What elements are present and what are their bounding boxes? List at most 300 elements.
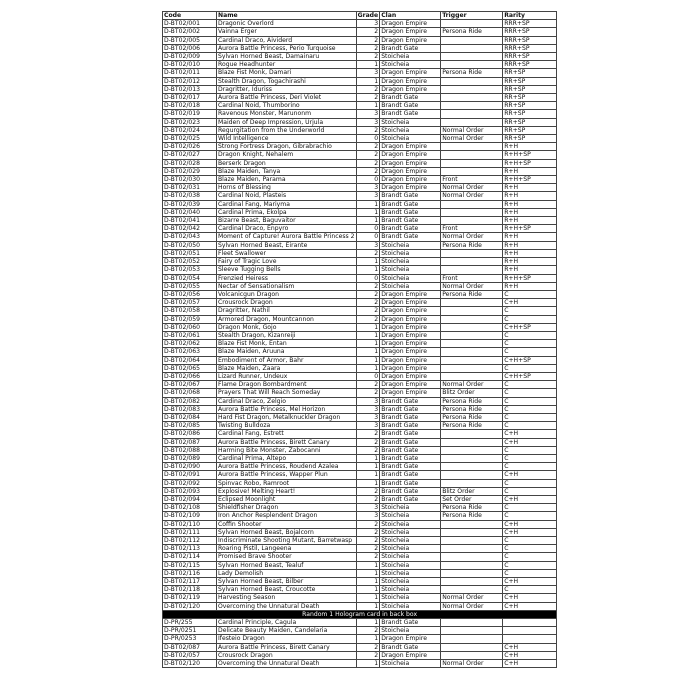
cell-code: D-BT02/082 [163, 397, 217, 405]
cell-trigger: Persona Ride [441, 405, 503, 413]
cell-trigger [441, 36, 503, 44]
cell-code: D-BT02/019 [163, 110, 217, 118]
cell-rarity: R+H+SP [503, 151, 557, 159]
cell-rarity: C [503, 381, 557, 389]
cell-code: D-BT02/030 [163, 176, 217, 184]
cell-name: Aurora Battle Princess, Birett Canary [217, 438, 357, 446]
cell-grade: 3 [356, 397, 380, 405]
cell-code: D-BT02/093 [163, 487, 217, 495]
cell-rarity: C [503, 512, 557, 520]
table-row [163, 627, 557, 635]
cell-trigger [441, 446, 503, 454]
cell-code: D-BT02/025 [163, 135, 217, 143]
cell-grade: 1 [356, 102, 380, 110]
cell-clan: Stoicheia [380, 520, 441, 528]
table-row [163, 266, 557, 274]
cell-name: Explosive! Melting Heart! [217, 487, 357, 495]
cell-grade: 2 [356, 643, 380, 651]
cell-trigger: Persona Ride [441, 69, 503, 77]
cell-grade: 1 [356, 660, 380, 668]
cell-trigger [441, 307, 503, 315]
cell-clan: Brandt Gate [380, 44, 441, 52]
cell-grade: 1 [356, 471, 380, 479]
cell-name: Flame Dragon Bombardment [217, 381, 357, 389]
cell-clan: Brandt Gate [380, 233, 441, 241]
cell-rarity: C [503, 561, 557, 569]
cell-clan: Stoicheia [380, 627, 441, 635]
cell-code: D-BT02/002 [163, 28, 217, 36]
cell-trigger: Normal Order [441, 602, 503, 610]
cell-grade: 2 [356, 537, 380, 545]
cell-trigger [441, 364, 503, 372]
cell-rarity: R+H [503, 258, 557, 266]
cell-name: Iron Anchor Resplendent Dragon [217, 512, 357, 520]
cell-trigger: Front [441, 274, 503, 282]
cell-name: Crousrock Dragon [217, 651, 357, 659]
cell-clan: Dragon Empire [380, 364, 441, 372]
table-row [163, 225, 557, 233]
cell-grade: 3 [356, 69, 380, 77]
cell-code: D-BT02/018 [163, 102, 217, 110]
cell-trigger [441, 77, 503, 85]
cell-rarity [503, 627, 557, 635]
cell-clan: Dragon Empire [380, 176, 441, 184]
cell-clan: Brandt Gate [380, 217, 441, 225]
cell-name: Crousrock Dragon [217, 299, 357, 307]
cell-clan: Brandt Gate [380, 405, 441, 413]
cell-name: Cardinal Draco, Enpyro [217, 225, 357, 233]
column-header-name: Name [217, 12, 357, 20]
cell-name: Cardinal Fang, Mariyma [217, 200, 357, 208]
cell-name: Aurora Battle Princess, Mel Horizon [217, 405, 357, 413]
cell-grade: 3 [356, 512, 380, 520]
cell-clan: Stoicheia [380, 249, 441, 257]
cell-code: D-BT02/042 [163, 225, 217, 233]
cell-clan: Stoicheia [380, 545, 441, 553]
cell-rarity [503, 619, 557, 627]
cell-code: D-PR/0251 [163, 627, 217, 635]
cell-clan: Dragon Empire [380, 77, 441, 85]
cell-code: D-BT02/092 [163, 479, 217, 487]
separator-label: Random 1 Hologram card in back box [163, 610, 557, 618]
cell-trigger: Normal Order [441, 184, 503, 192]
cell-name: Nectar of Sensationalism [217, 282, 357, 290]
cell-trigger [441, 651, 503, 659]
cell-name: Harming Bite Monster, Zabocanni [217, 446, 357, 454]
cell-rarity: R+H [503, 192, 557, 200]
cell-code: D-BT02/012 [163, 77, 217, 85]
cell-name: Frenzied Heiress [217, 274, 357, 282]
table-row [163, 463, 557, 471]
cell-trigger: Persona Ride [441, 512, 503, 520]
cell-grade: 2 [356, 307, 380, 315]
cell-rarity: C [503, 504, 557, 512]
cell-grade: 2 [356, 389, 380, 397]
cell-grade: 1 [356, 77, 380, 85]
cell-code: D-BT02/051 [163, 249, 217, 257]
cell-clan: Stoicheia [380, 528, 441, 536]
cell-name: Bizarre Beast, Baguvaitor [217, 217, 357, 225]
cell-name: Harvesting Season [217, 594, 357, 602]
table-row [163, 471, 557, 479]
cell-clan: Stoicheia [380, 578, 441, 586]
cell-clan: Dragon Empire [380, 28, 441, 36]
cell-trigger [441, 438, 503, 446]
cell-clan: Stoicheia [380, 61, 441, 69]
cell-clan: Brandt Gate [380, 397, 441, 405]
cell-grade: 2 [356, 381, 380, 389]
cell-trigger [441, 258, 503, 266]
cell-name: Ravenous Monster, Marunonm [217, 110, 357, 118]
cell-grade: 2 [356, 627, 380, 635]
cell-name: Moment of Capture! Aurora Battle Princess 2 [218, 233, 355, 241]
cell-trigger: Normal Order [441, 126, 503, 134]
cell-trigger [441, 20, 503, 28]
cell-name: Cardinal Noid, Plasteis [217, 192, 357, 200]
cell-code: D-BT02/120 [163, 602, 217, 610]
cell-rarity: C [503, 405, 557, 413]
cell-code: D-BT02/112 [163, 537, 217, 545]
cell-name: Cardinal Noid, Thumborino [217, 102, 357, 110]
table-row [163, 126, 557, 134]
cell-grade: 1 [356, 454, 380, 462]
table-row [163, 660, 557, 668]
cell-code: D-BT02/119 [163, 594, 217, 602]
cell-grade: 3 [356, 110, 380, 118]
cell-name: Aurora Battle Princess, Birett Canary [217, 643, 357, 651]
cell-rarity: C [503, 537, 557, 545]
cell-grade: 2 [356, 143, 380, 151]
cell-code: D-BT02/109 [163, 512, 217, 520]
cell-trigger: Persona Ride [441, 290, 503, 298]
cell-rarity: RR+SP [503, 110, 557, 118]
cell-trigger [441, 537, 503, 545]
table-row [163, 200, 557, 208]
cell-rarity [503, 635, 557, 643]
table-row [163, 192, 557, 200]
cell-clan: Stoicheia [380, 126, 441, 134]
cell-rarity: C [503, 331, 557, 339]
cell-clan: Stoicheia [380, 241, 441, 249]
cell-code: D-BT02/083 [163, 405, 217, 413]
cell-trigger [441, 151, 503, 159]
cell-clan: Dragon Empire [380, 348, 441, 356]
cell-name: Aurora Battle Princess, Deri Violet [217, 94, 357, 102]
cell-code: D-BT02/009 [163, 53, 217, 61]
cell-rarity: C [503, 348, 557, 356]
cell-code: D-BT02/054 [163, 274, 217, 282]
column-header-rarity: Rarity [503, 12, 557, 20]
table-row [163, 643, 557, 651]
cell-grade: 0 [356, 274, 380, 282]
cell-name: Dragon Monk, Gojo [217, 323, 357, 331]
cell-code: D-BT02/053 [163, 266, 217, 274]
cell-grade: 2 [356, 249, 380, 257]
cell-clan: Dragon Empire [380, 340, 441, 348]
cell-grade: 2 [356, 545, 380, 553]
cell-trigger: Normal Order [441, 135, 503, 143]
table-row [163, 217, 557, 225]
table-row [163, 372, 557, 380]
cell-trigger [441, 430, 503, 438]
cell-trigger [441, 143, 503, 151]
cell-code: D-BT02/024 [163, 126, 217, 134]
cell-grade: 2 [356, 159, 380, 167]
cell-rarity: R+H [503, 241, 557, 249]
table-row [163, 36, 557, 44]
cell-clan: Dragon Empire [380, 635, 441, 643]
cell-rarity: C [503, 586, 557, 594]
cell-name: Sylvan Horned Beast, Eirante [217, 241, 357, 249]
cell-trigger [441, 553, 503, 561]
cell-clan: Brandt Gate [380, 495, 441, 503]
cell-grade: 1 [356, 578, 380, 586]
cell-rarity: R+H [503, 208, 557, 216]
table-row [163, 586, 557, 594]
table-row [163, 422, 557, 430]
cell-trigger [441, 94, 503, 102]
table-row [163, 594, 557, 602]
table-row [163, 381, 557, 389]
cell-grade: 2 [356, 651, 380, 659]
cell-code: D-BT02/066 [163, 372, 217, 380]
cell-trigger [441, 249, 503, 257]
cell-trigger [441, 528, 503, 536]
cell-clan: Stoicheia [380, 504, 441, 512]
cell-clan: Stoicheia [380, 586, 441, 594]
cell-clan: Brandt Gate [380, 208, 441, 216]
cell-name: Delicate Beauty Maiden, Candelaria [217, 627, 357, 635]
cell-grade: 1 [356, 356, 380, 364]
cell-clan: Dragon Empire [380, 36, 441, 44]
cell-name: Blaze Maiden, Zaara [217, 364, 357, 372]
cell-rarity: RR+SP [503, 94, 557, 102]
cell-rarity: RR+SP [503, 69, 557, 77]
cell-code: D-BT02/029 [163, 167, 217, 175]
cell-clan: Dragon Empire [380, 307, 441, 315]
cell-name: Cardinal Draco, Aividerd [217, 36, 357, 44]
table-row [163, 290, 557, 298]
cell-clan: Brandt Gate [380, 463, 441, 471]
cell-clan: Dragon Empire [380, 159, 441, 167]
table-row [163, 331, 557, 339]
table-row [163, 504, 557, 512]
cell-name: Coffin Shooter [217, 520, 357, 528]
cell-code: D-PR/255 [163, 619, 217, 627]
cell-code: D-BT02/084 [163, 413, 217, 421]
cell-rarity: C [503, 315, 557, 323]
cell-clan: Stoicheia [380, 53, 441, 61]
cell-rarity: C+H [503, 438, 557, 446]
cell-name: Aurora Battle Princess, Roudend Azalea [217, 463, 357, 471]
table-row [163, 53, 557, 61]
cell-name: Hard Fist Dragon, Metalknuckler Dragon [217, 413, 357, 421]
cell-code: D-BT02/005 [163, 36, 217, 44]
column-header-code: Code [163, 12, 217, 20]
table-row [163, 569, 557, 577]
cell-trigger [441, 208, 503, 216]
cell-rarity: C+H [503, 651, 557, 659]
cell-name: Embodiment of Armor, Bahr [217, 356, 357, 364]
cell-name: Stealth Dragon, Kizanreiji [217, 331, 357, 339]
cell-rarity: R+H [503, 266, 557, 274]
cell-rarity: C+H+SP [503, 372, 557, 380]
cell-code: D-BT02/086 [163, 430, 217, 438]
table-row [163, 323, 557, 331]
cell-grade: 2 [356, 299, 380, 307]
table-row [163, 159, 557, 167]
table-row [163, 389, 557, 397]
cell-grade: 1 [356, 619, 380, 627]
cell-name: Blaze Fist Monk, Entan [217, 340, 357, 348]
cell-trigger: Normal Order [441, 660, 503, 668]
cell-code: D-BT02/120 [163, 660, 217, 668]
cell-grade: 3 [356, 241, 380, 249]
cell-code: D-PR/0253 [163, 635, 217, 643]
cell-code: D-BT02/114 [163, 553, 217, 561]
card-rows [163, 20, 557, 611]
cell-rarity: RRR+SP [503, 28, 557, 36]
cell-rarity: C [503, 364, 557, 372]
cell-name: Rogue Headhunter [217, 61, 357, 69]
cell-name: Dragon Knight, Nehalem [217, 151, 357, 159]
cell-name: Horns of Blessing [217, 184, 357, 192]
cell-trigger [441, 331, 503, 339]
cell-code: D-BT02/040 [163, 208, 217, 216]
cell-rarity: C [503, 446, 557, 454]
cell-clan: Brandt Gate [380, 643, 441, 651]
table-row [163, 44, 557, 52]
cell-clan: Brandt Gate [380, 446, 441, 454]
cell-name: Eclipsed Moonlight [217, 495, 357, 503]
cell-trigger: Normal Order [441, 233, 503, 241]
cell-grade: 1 [356, 586, 380, 594]
cell-clan: Stoicheia [380, 266, 441, 274]
cell-code: D-BT02/087 [163, 438, 217, 446]
cell-code: D-BT02/010 [163, 61, 217, 69]
cell-trigger: Normal Order [441, 594, 503, 602]
cell-trigger [441, 323, 503, 331]
cell-trigger: Blitz Order [441, 487, 503, 495]
table-row [163, 85, 557, 93]
cell-clan: Brandt Gate [380, 110, 441, 118]
cell-trigger [441, 479, 503, 487]
cell-trigger [441, 545, 503, 553]
cell-code: D-BT02/038 [163, 192, 217, 200]
cell-code: D-BT02/068 [163, 389, 217, 397]
cell-grade: 2 [356, 28, 380, 36]
cell-grade: 1 [356, 208, 380, 216]
cell-rarity: R+H [503, 217, 557, 225]
cell-rarity: C+H [503, 578, 557, 586]
table-row [163, 446, 557, 454]
cell-trigger [441, 463, 503, 471]
cell-grade: 2 [356, 167, 380, 175]
cell-name: Overcoming the Unnatural Death [217, 602, 357, 610]
cell-grade: 0 [356, 225, 380, 233]
cell-clan: Dragon Empire [380, 290, 441, 298]
cell-rarity: C [503, 397, 557, 405]
cell-grade: 2 [356, 528, 380, 536]
cell-name: Vainna Erger [217, 28, 357, 36]
cell-rarity: RR+SP [503, 135, 557, 143]
cell-code: D-BT02/087 [163, 643, 217, 651]
cell-grade: 2 [356, 446, 380, 454]
cell-rarity: C+H [503, 520, 557, 528]
cell-name: Strong Fortress Dragon, Gibrabrachio [217, 143, 357, 151]
cell-rarity: RR+SP [503, 85, 557, 93]
cell-name: Spinvac Robo, Ramroot [217, 479, 357, 487]
cell-rarity: C [503, 389, 557, 397]
cell-grade: 1 [356, 635, 380, 643]
table-row [163, 176, 557, 184]
cell-rarity: R+H [503, 200, 557, 208]
promo-rows [163, 619, 557, 668]
cell-clan: Stoicheia [380, 594, 441, 602]
cell-name: Prayers That Will Reach Someday [217, 389, 357, 397]
cell-clan: Dragon Empire [380, 315, 441, 323]
cell-code: D-BT02/055 [163, 282, 217, 290]
table-row [163, 479, 557, 487]
table-row [163, 413, 557, 421]
separator-section [163, 610, 557, 618]
cell-grade: 3 [356, 422, 380, 430]
cell-clan: Dragon Empire [380, 20, 441, 28]
cell-clan: Stoicheia [380, 569, 441, 577]
cell-clan: Dragon Empire [380, 651, 441, 659]
cell-grade: 1 [356, 61, 380, 69]
table-row [163, 151, 557, 159]
cell-grade: 0 [356, 176, 380, 184]
table-row [163, 364, 557, 372]
cell-name: Sylvan Horned Beast, Croucotte [217, 586, 357, 594]
cell-clan: Dragon Empire [380, 331, 441, 339]
cell-rarity: C+H [503, 643, 557, 651]
cell-trigger: Set Order [441, 495, 503, 503]
cell-clan: Stoicheia [380, 118, 441, 126]
cell-grade: 1 [356, 348, 380, 356]
cell-code: D-BT02/062 [163, 340, 217, 348]
cell-code: D-BT02/028 [163, 159, 217, 167]
cell-name: Armored Dragon, Mountcannon [217, 315, 357, 323]
cell-rarity: R+H [503, 167, 557, 175]
cell-code: D-BT02/067 [163, 381, 217, 389]
cell-code: D-BT02/088 [163, 446, 217, 454]
cell-rarity: C [503, 479, 557, 487]
cell-name: Sylvan Horned Beast, Damainaru [217, 53, 357, 61]
table-row [163, 102, 557, 110]
cell-code: D-BT02/065 [163, 364, 217, 372]
cell-code: D-BT02/027 [163, 151, 217, 159]
table-row [163, 307, 557, 315]
cell-name: Promised Brave Shooter [217, 553, 357, 561]
cell-name: Dragonic Overlord [217, 20, 357, 28]
cell-grade: 3 [356, 20, 380, 28]
cell-grade: 3 [356, 504, 380, 512]
cell-trigger [441, 520, 503, 528]
cell-trigger [441, 44, 503, 52]
cell-clan: Dragon Empire [380, 151, 441, 159]
cell-name: Cardinal Prima, Ekolpa [217, 208, 357, 216]
cell-rarity: C+H+SP [503, 323, 557, 331]
cell-trigger [441, 561, 503, 569]
table-row [163, 20, 557, 28]
table-row [163, 118, 557, 126]
cell-clan: Dragon Empire [380, 143, 441, 151]
cell-code: D-BT02/031 [163, 184, 217, 192]
cell-clan: Stoicheia [380, 512, 441, 520]
cell-rarity: C [503, 413, 557, 421]
